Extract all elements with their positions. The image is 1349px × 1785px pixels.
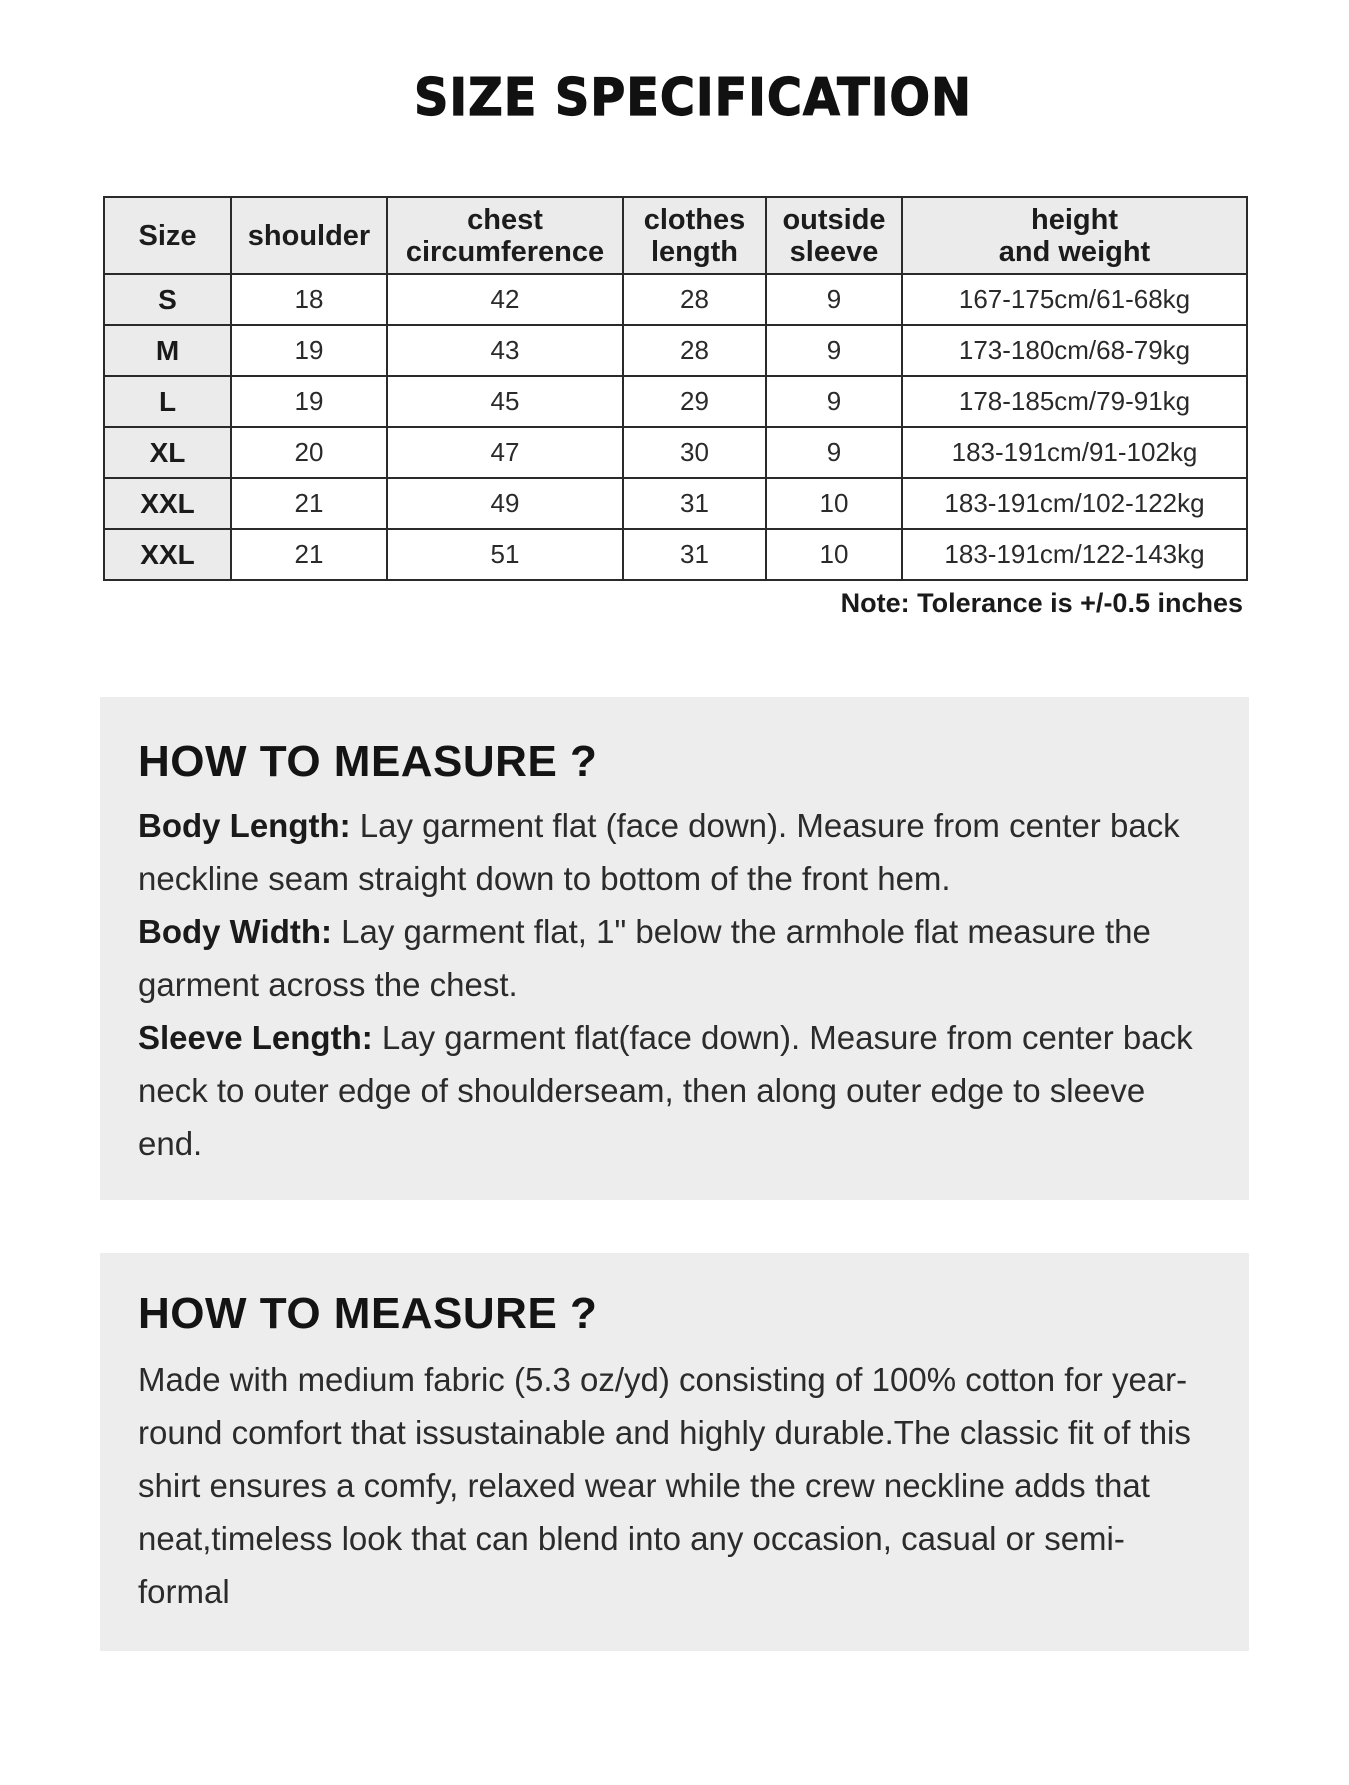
table-cell: 47 [387,427,623,478]
instruction-label: Body Width: [138,913,332,950]
instruction-label: Sleeve Length: [138,1019,373,1056]
table-cell: 10 [766,478,902,529]
size-table [103,196,1248,581]
size-cell: L [104,376,231,427]
how-to-measure-panel [100,697,1249,1200]
table-cell: 167-175cm/61-68kg [902,274,1247,325]
header-size: Size [104,197,231,274]
fabric-description-panel [100,1253,1249,1651]
table-cell: 178-185cm/79-91kg [902,376,1247,427]
section-heading: HOW TO MEASURE ? [138,737,598,786]
table-row [104,529,1247,580]
instruction-text: Lay garment flat(face down). Measure from center back neck to outer edge of shoulderseam, then along outer edge to sleeve end. [138,1019,1193,1162]
table-cell: 21 [231,529,387,580]
header-chest-circumference: chest circumference [387,197,623,274]
table-cell: 183-191cm/102-122kg [902,478,1247,529]
table-cell: 18 [231,274,387,325]
table-cell: 19 [231,325,387,376]
page-title: SIZE SPECIFICATION [413,68,972,128]
table-cell: 31 [623,478,766,529]
table-cell: 183-191cm/91-102kg [902,427,1247,478]
instruction-text: Lay garment flat, 1" below the armhole flat measure the garment across the chest. [138,913,1151,1003]
fabric-description: Made with medium fabric (5.3 oz/yd) consisting of 100% cotton for year-round comfort that issustainable and highly durable.The classic fit of this shirt ensures a comfy, relaxed wear while the crew neckline adds that neat,timeless look that can blend into any occasion, casual or semi-formal [138,1361,1191,1610]
table-cell: 51 [387,529,623,580]
size-cell: XXL [104,529,231,580]
size-cell: S [104,274,231,325]
instruction-sleeve-length [138,1011,1209,1170]
table-row [104,376,1247,427]
table-cell: 43 [387,325,623,376]
header-outside-sleeve: outside sleeve [766,197,902,274]
table-cell: 30 [623,427,766,478]
table-cell: 21 [231,478,387,529]
instruction-body-length [138,799,1209,905]
table-cell: 49 [387,478,623,529]
header-shoulder: shoulder [231,197,387,274]
table-cell: 183-191cm/122-143kg [902,529,1247,580]
table-cell: 173-180cm/68-79kg [902,325,1247,376]
table-cell: 42 [387,274,623,325]
section-heading: HOW TO MEASURE ? [138,1289,598,1338]
tolerance-note: Note: Tolerance is +/-0.5 inches [840,588,1243,618]
table-cell: 9 [766,376,902,427]
table-row [104,478,1247,529]
table-cell: 9 [766,325,902,376]
table-row [104,274,1247,325]
size-cell: M [104,325,231,376]
table-cell: 19 [231,376,387,427]
instruction-label: Body Length: [138,807,351,844]
measure-instructions [138,799,1209,1170]
header-height-weight: height and weight [902,197,1247,274]
table-cell: 9 [766,427,902,478]
table-cell: 45 [387,376,623,427]
table-cell: 29 [623,376,766,427]
table-row [104,427,1247,478]
table-cell: 28 [623,274,766,325]
instruction-text: Lay garment flat (face down). Measure from center back neckline seam straight down to bottom of the front hem. [138,807,1180,897]
size-cell: XXL [104,478,231,529]
table-cell: 20 [231,427,387,478]
table-header-row [104,197,1247,274]
table-cell: 28 [623,325,766,376]
size-cell: XL [104,427,231,478]
table-cell: 9 [766,274,902,325]
table-cell: 10 [766,529,902,580]
table-row [104,325,1247,376]
table-cell: 31 [623,529,766,580]
header-clothes-length: clothes length [623,197,766,274]
instruction-body-width [138,905,1209,1011]
